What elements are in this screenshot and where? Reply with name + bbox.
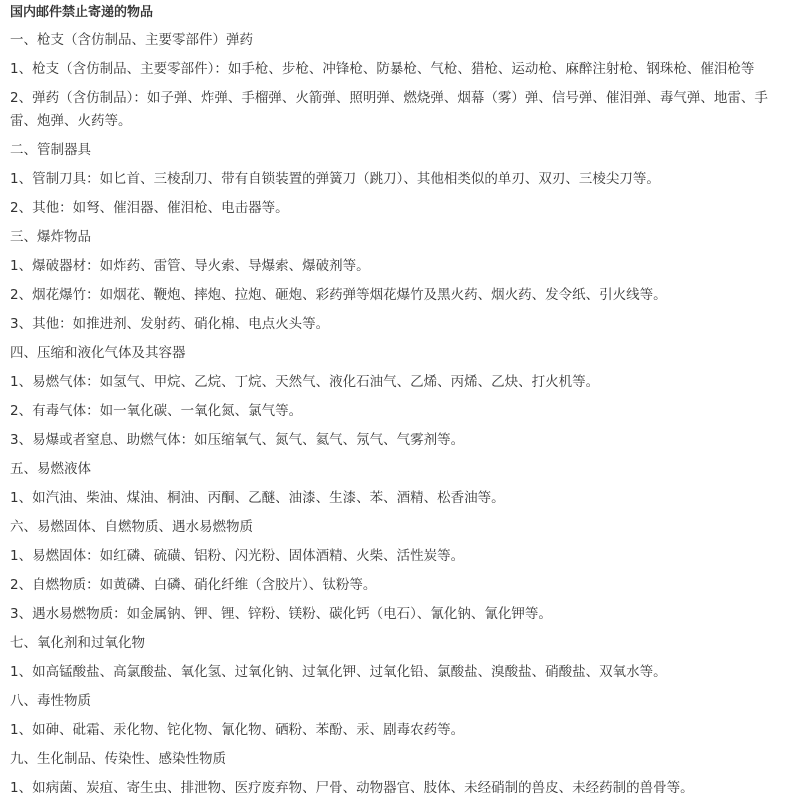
section-heading-flammable-solids: 六、易燃固体、自燃物质、遇水易燃物质 [10, 519, 253, 535]
item-flammable-gases: 1、易燃气体：如氢气、甲烷、乙烷、丁烷、天然气、液化石油气、乙烯、丙烯、乙炔、打火机等。 [10, 374, 600, 390]
item-firearms: 1、枪支（含仿制品、主要零部件）：如手枪、步枪、冲锋枪、防暴枪、气枪、猎枪、运动枪、麻醉注射枪、钢珠枪、催泪枪等 [10, 61, 755, 77]
item-flammable-liquids: 1、如汽油、柴油、煤油、桐油、丙酮、乙醚、油漆、生漆、苯、酒精、松香油等。 [10, 490, 505, 506]
section-heading-flammable-liquids: 五、易燃液体 [10, 461, 91, 477]
section-heading-toxic: 八、毒性物质 [10, 693, 91, 709]
item-toxic-substances: 1、如砷、砒霜、汞化物、铊化物、氰化物、硒粉、苯酚、汞、剧毒农药等。 [10, 722, 465, 738]
section-heading-firearms: 一、枪支（含仿制品、主要零部件）弹药 [10, 32, 253, 48]
item-toxic-gases: 2、有毒气体：如一氧化碳、一氧化氮、氯气等。 [10, 403, 303, 419]
section-heading-controlled-tools: 二、管制器具 [10, 142, 91, 158]
item-other-tools: 2、其他：如弩、催泪器、催泪枪、电击器等。 [10, 200, 289, 216]
item-controlled-knives: 1、管制刀具：如匕首、三棱刮刀、带有自锁装置的弹簧刀（跳刀）、其他相类似的单刃、双刃、三棱尖刀等。 [10, 171, 660, 187]
item-oxidizers: 1、如高锰酸盐、高氯酸盐、氧化氢、过氧化钠、过氧化钾、过氧化铅、氯酸盐、溴酸盐、硝酸盐、双氧水等。 [10, 664, 667, 680]
item-blasting-equipment: 1、爆破器材：如炸药、雷管、导火索、导爆索、爆破剂等。 [10, 258, 370, 274]
item-biological: 1、如病菌、炭疽、寄生虫、排泄物、医疗废弃物、尸骨、动物器官、肢体、未经硝制的兽皮、未经药制的兽骨等。 [10, 780, 694, 796]
item-ammunition: 2、弹药（含仿制品）：如子弹、炸弹、手榴弹、火箭弹、照明弹、燃烧弹、烟幕（雾）弹、信号弹、催泪弹、毒气弹、地雷、手雷、炮弹、火药等。 [10, 90, 768, 129]
item-self-igniting: 2、自燃物质：如黄磷、白磷、硝化纤维（含胶片）、钛粉等。 [10, 577, 377, 593]
section-heading-biological: 九、生化制品、传染性、感染性物质 [10, 751, 226, 767]
item-explosive-gases: 3、易爆或者窒息、助燃气体：如压缩氧气、氮气、氦气、氖气、气雾剂等。 [10, 432, 465, 448]
item-fireworks: 2、烟花爆竹：如烟花、鞭炮、摔炮、拉炮、砸炮、彩药弹等烟花爆竹及黑火药、烟火药、发令纸、引火线等。 [10, 287, 667, 303]
item-flammable-solids: 1、易燃固体：如红磷、硫磺、铝粉、闪光粉、固体酒精、火柴、活性炭等。 [10, 548, 465, 564]
document-title: 国内邮件禁止寄递的物品 [10, 5, 154, 20]
section-heading-gases: 四、压缩和液化气体及其容器 [10, 345, 186, 361]
section-heading-oxidizers: 七、氧化剂和过氧化物 [10, 635, 145, 651]
item-water-reactive: 3、遇水易燃物质：如金属钠、钾、锂、锌粉、镁粉、碳化钙（电石）、氰化钠、氰化钾等。 [10, 606, 552, 622]
section-heading-explosives: 三、爆炸物品 [10, 229, 91, 245]
document-body [10, 0, 786, 803]
item-other-explosives: 3、其他：如推进剂、发射药、硝化棉、电点火头等。 [10, 316, 330, 332]
